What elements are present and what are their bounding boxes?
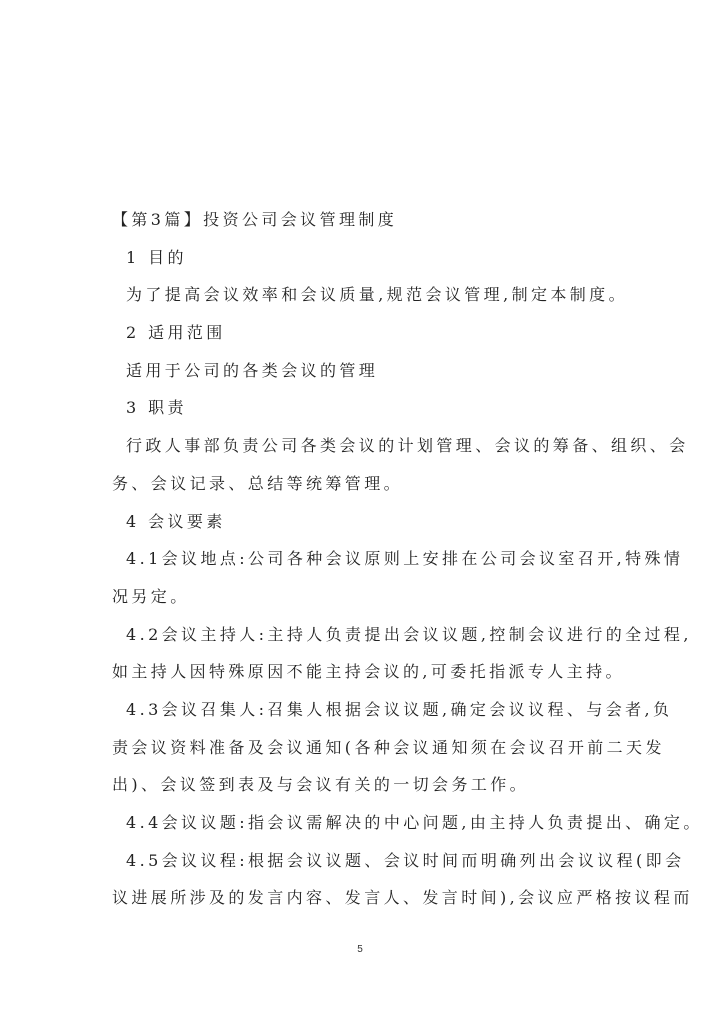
paragraph-line: 适用于公司的各类会议的管理 — [126, 360, 379, 380]
paragraph-line: 4.4会议议题:指会议需解决的中心问题,由主持人负责提出、确定。 — [126, 813, 703, 832]
paragraph-line: 议进展所涉及的发言内容、发言人、发言时间),会议应严格按议程而 — [112, 888, 693, 908]
paragraph-line: 行政人事部负责公司各类会议的计划管理、会议的筹备、组织、会 — [126, 436, 689, 456]
page-number: 5 — [357, 944, 363, 955]
section-heading: 4 会议要素 — [126, 511, 226, 531]
paragraph-line: 责会议资料准备及会议通知(各种会议通知须在会议召开前二天发 — [112, 737, 665, 757]
paragraph-line: 4.1会议地点:公司各种会议原则上安排在公司会议室召开,特殊情 — [126, 549, 684, 569]
document-body — [112, 206, 703, 922]
paragraph-line: 出)、会议签到表及与会议有关的一切会务工作。 — [112, 775, 530, 795]
paragraph-line: 4.2会议主持人:主持人负责提出会议议题,控制会议进行的全过程, — [126, 624, 692, 644]
section-heading: 3 职责 — [126, 398, 187, 418]
section-heading: 2 适用范围 — [126, 323, 226, 343]
paragraph-line: 况另定。 — [112, 586, 190, 606]
paragraph-line: 4.3会议召集人:召集人根据会议议题,确定会议议程、与会者,负 — [126, 699, 673, 719]
paragraph-line: 为了提高会议效率和会议质量,规范会议管理,制定本制度。 — [126, 285, 628, 305]
document-title: 【第3篇】投资公司会议管理制度 — [112, 210, 398, 229]
paragraph-line: 4.5会议议程:根据会议议题、会议时间而明确列出会议议程(即会 — [126, 850, 685, 870]
section-heading: 1 目的 — [126, 247, 187, 267]
paragraph-line: 如主持人因特殊原因不能主持会议的,可委托指派专人主持。 — [112, 662, 625, 682]
paragraph-line: 务、会议记录、总结等统筹管理。 — [112, 473, 404, 493]
